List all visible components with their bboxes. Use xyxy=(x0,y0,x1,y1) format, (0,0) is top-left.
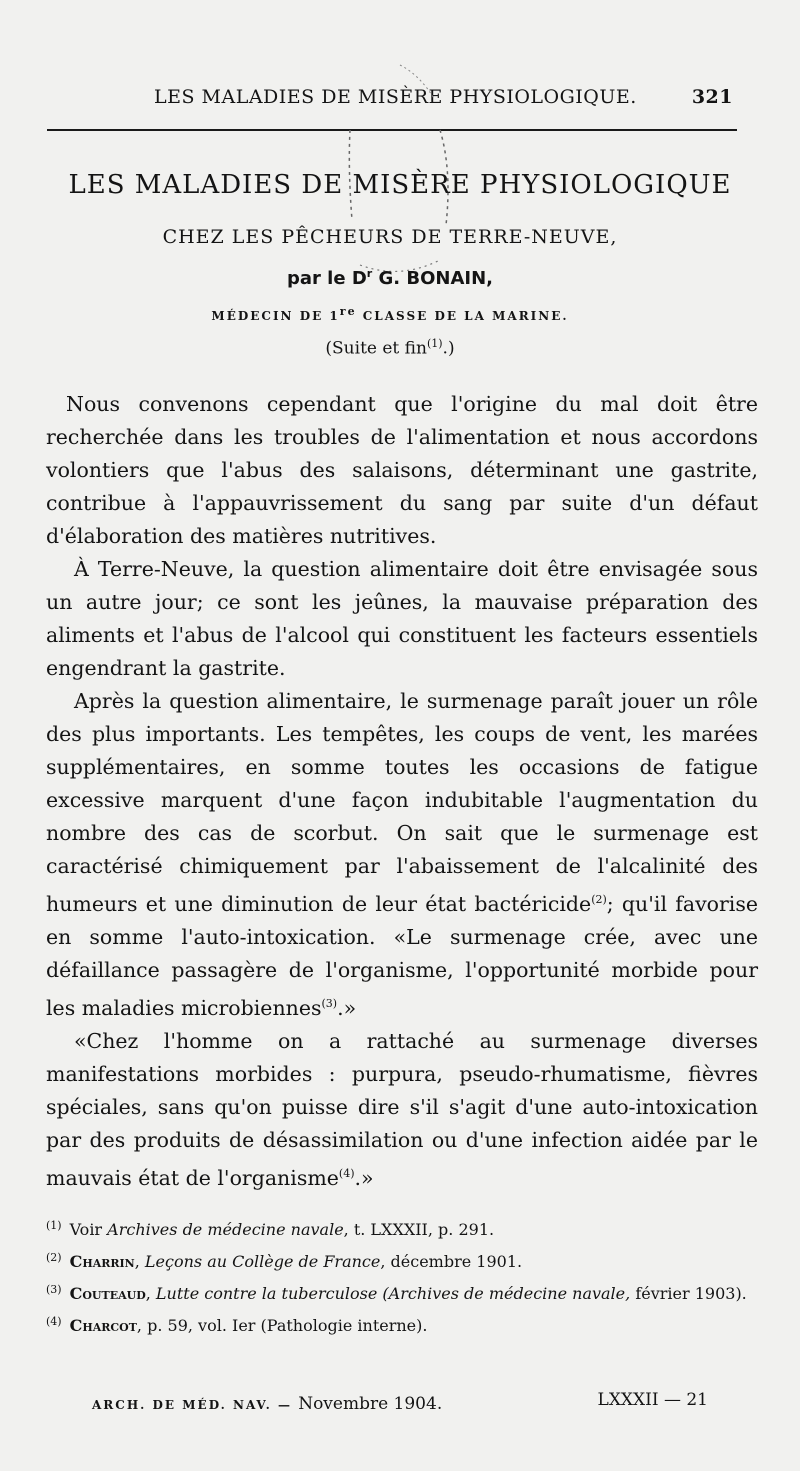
footnote-4-num: (4) xyxy=(46,1315,62,1328)
footnote-2-author: Charrin xyxy=(69,1252,135,1271)
footnote-1-pre: Voir xyxy=(69,1220,108,1239)
byline-prefix: par le D xyxy=(287,268,367,289)
byline xyxy=(0,267,780,289)
volume-signature: LXXXII — 21 xyxy=(597,1390,708,1410)
footnote-4-pre: , p. 59, vol. I xyxy=(136,1316,239,1335)
footnote-ref-2: (2) xyxy=(591,893,607,906)
page-footer xyxy=(92,1390,708,1420)
footnote-3-num: (3) xyxy=(46,1283,62,1296)
footnote-4-post: er (Pathologie interne). xyxy=(238,1316,428,1335)
paragraph-3-a: Après la question alimentaire, le surmenage paraît jouer un rôle des plus importants. Les tempêtes, les coups de vent, les marées supplémentaires, en somme toutes les occasions de fatigue excessive marquent d'une façon indubitable l'augmentation du nombre des cas de scorbut. On sait que le surmenage est caractérisé chimiquement par l'abaissement de l'alcalinité des humeurs et une diminution de leur état bactéricide xyxy=(46,689,758,916)
paragraph-3-b: ; qu'il favorise en somme l'auto-intoxication. «Le surmenage crée, avec une défaillance passagère de l'organisme, l'opportunité morbide pour les maladies microbiennes xyxy=(46,891,758,1020)
footnote-3-pre: , xyxy=(145,1284,156,1303)
footnote-2-num: (2) xyxy=(46,1251,62,1264)
suite-close: .) xyxy=(442,338,455,359)
suite-text: (Suite et fin xyxy=(325,338,427,359)
affiliation-a: MÉDECIN DE 1 xyxy=(211,309,340,323)
affiliation-sup: re xyxy=(339,305,357,318)
footnote-2-pre: , xyxy=(134,1252,145,1271)
byline-sup: r xyxy=(366,267,373,280)
paragraph-3-c: .» xyxy=(337,995,357,1020)
paragraph-4-b: .» xyxy=(354,1165,374,1190)
article-subtitle: CHEZ LES PÊCHEURS DE TERRE-NEUVE, xyxy=(162,226,618,248)
footnote-2 xyxy=(46,1244,752,1276)
footnote-4 xyxy=(46,1308,752,1340)
affiliation-b: CLASSE DE LA MARINE. xyxy=(356,309,569,323)
continuation-note xyxy=(0,337,780,359)
footnote-3 xyxy=(46,1276,752,1308)
footnote-2-post: , décembre 1901. xyxy=(380,1252,523,1271)
article-title: LES MALADIES DE MISÈRE PHYSIOLOGIQUE xyxy=(68,170,732,200)
page-number: 321 xyxy=(691,86,733,108)
paragraph-1: Nous convenons cependant que l'origine du mal doit être recherchée dans les troubles de l'alimentation et nous accordons volontiers que l'abus des salaisons, déterminant une gastrite, contribue à l'appauvrissement du sang par suite d'un défaut d'élaboration des matières nutritives. xyxy=(46,392,758,548)
affiliation xyxy=(0,305,780,323)
footnotes xyxy=(46,1212,752,1340)
footnote-1-num: (1) xyxy=(46,1219,62,1232)
footnote-ref-4: (4) xyxy=(338,1166,355,1180)
footnote-3-work: Lutte contre la tuberculose (Archives de médecine navale, xyxy=(155,1284,631,1303)
paragraph-2: À Terre-Neuve, la question alimentaire doit être envisagée sous un autre jour; ce sont les jeûnes, la mauvaise préparation des aliments et l'abus de l'alcool qui constituent les facteurs essentiels engendrant la gastrite. xyxy=(46,557,758,680)
journal-abbrev xyxy=(92,1394,442,1414)
footnote-3-author: Couteaud xyxy=(69,1284,146,1303)
footnote-2-work: Leçons au Collège de France xyxy=(144,1252,381,1271)
paragraph-4-a: «Chez l'homme on a rattaché au surmenage diverses manifestations morbides : purpura, pseudo-rhumatisme, fièvres spéciales, sans qu'on puisse dire s'il s'agit d'une auto-intoxication par des produits de désassimilation ou d'une infection aidée par le mauvais état de l'organisme xyxy=(46,1028,758,1190)
running-head-title: LES MALADIES DE MISÈRE PHYSIOLOGIQUE. xyxy=(154,86,637,108)
footnote-4-author: Charcot xyxy=(69,1316,137,1335)
issue-date: Novembre 1904. xyxy=(298,1394,443,1414)
footnote-3-post: février 1903). xyxy=(630,1284,747,1303)
footnote-1 xyxy=(46,1212,752,1244)
suite-ref: (1) xyxy=(426,337,443,350)
paragraph-4 xyxy=(46,1025,758,1195)
body-text xyxy=(46,388,758,1194)
paragraph-3 xyxy=(46,685,758,1025)
author-name: G. BONAIN, xyxy=(378,268,493,289)
journal-abbrev-text: ARCH. DE MÉD. NAV. — xyxy=(92,1398,292,1412)
footnote-ref-3: (3) xyxy=(321,996,338,1010)
footnote-1-post: , t. LXXXII, p. 291. xyxy=(343,1220,495,1239)
footnote-1-work: Archives de médecine navale xyxy=(107,1220,344,1239)
